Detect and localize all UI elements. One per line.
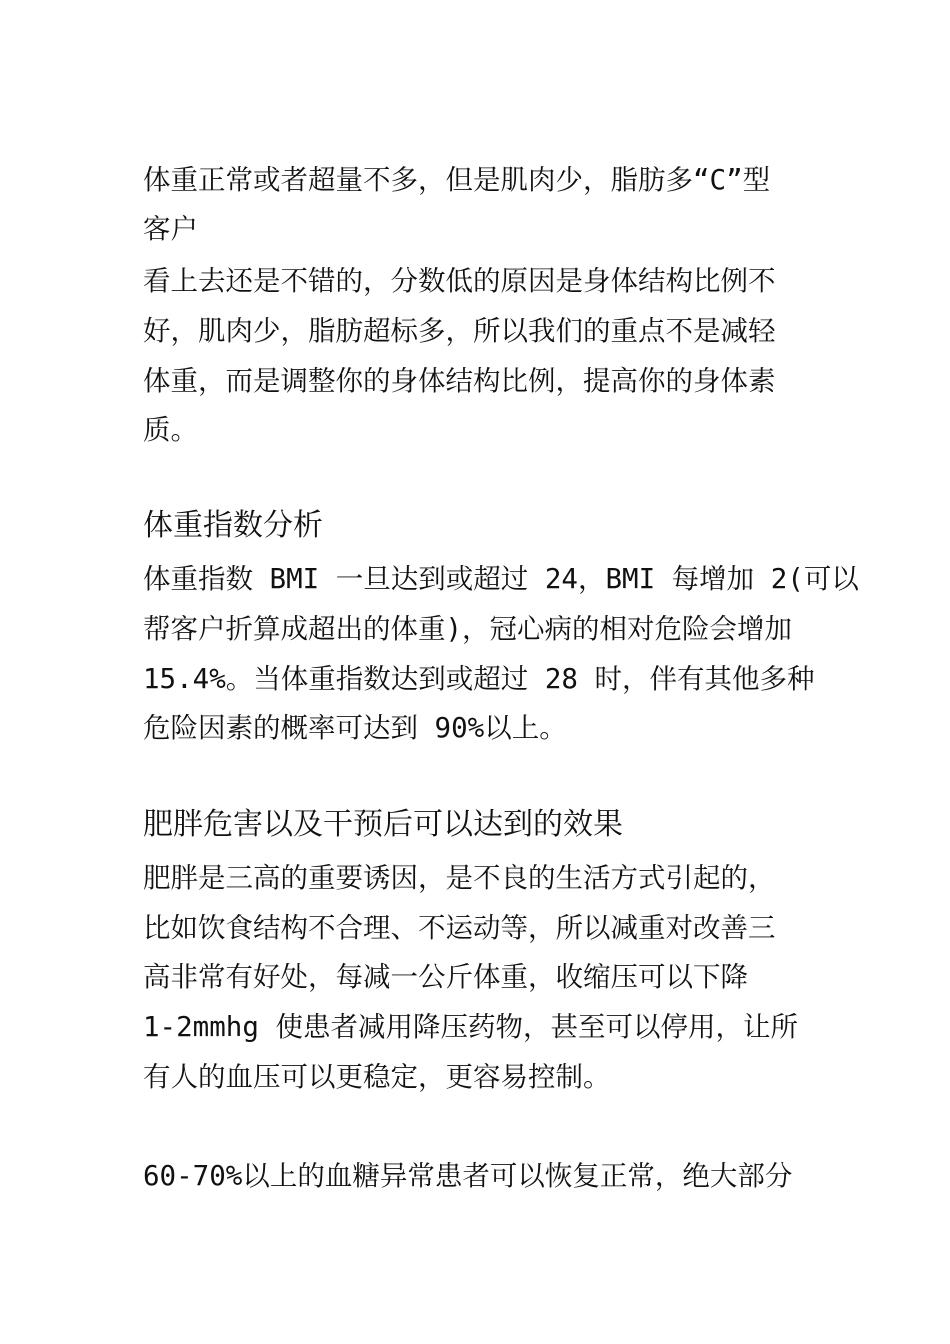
section1-body-line-2: 好，肌肉少，脂肪超标多，所以我们的重点不是减轻: [143, 315, 776, 347]
section3-body-line-4: 1-2mmhg 使患者减用降压药物，甚至可以停用，让所: [143, 1011, 798, 1043]
section3-body-line-1: 肥胖是三高的重要诱因，是不良的生活方式引起的，: [143, 862, 776, 894]
section1-body-line-4: 质。: [143, 414, 198, 446]
section1-body-line-1: 看上去还是不错的，分数低的原因是身体结构比例不: [143, 265, 776, 297]
section3-heading: 肥胖危害以及干预后可以达到的效果: [143, 807, 623, 842]
section1-title-line-1: 体重正常或者超量不多，但是肌肉少，脂肪多“C”型: [143, 164, 771, 196]
section2-heading: 体重指数分析: [143, 508, 323, 543]
section4-body-line-1: 60-70%以上的血糖异常患者可以恢复正常，绝大部分: [143, 1160, 793, 1192]
section3-body-line-5: 有人的血压可以更稳定，更容易控制。: [143, 1061, 611, 1093]
section2-body-line-2: 帮客户折算成超出的体重)，冠心病的相对危险会增加: [143, 613, 793, 645]
section2-body-line-3: 15.4%。当体重指数达到或超过 28 时，伴有其他多种: [143, 663, 815, 695]
section2-body-line-1: 体重指数 BMI 一旦达到或超过 24，BMI 每增加 2(可以: [143, 563, 859, 595]
section1-title-line-2: 客户: [143, 213, 198, 245]
section2-body-line-4: 危险因素的概率可达到 90%以上。: [143, 712, 567, 744]
section3-body-line-3: 高非常有好处，每减一公斤体重，收缩压可以下降: [143, 961, 748, 993]
section1-body-line-3: 体重，而是调整你的身体结构比例，提高你的身体素: [143, 365, 776, 397]
section3-body-line-2: 比如饮食结构不合理、不运动等，所以减重对改善三: [143, 912, 776, 944]
